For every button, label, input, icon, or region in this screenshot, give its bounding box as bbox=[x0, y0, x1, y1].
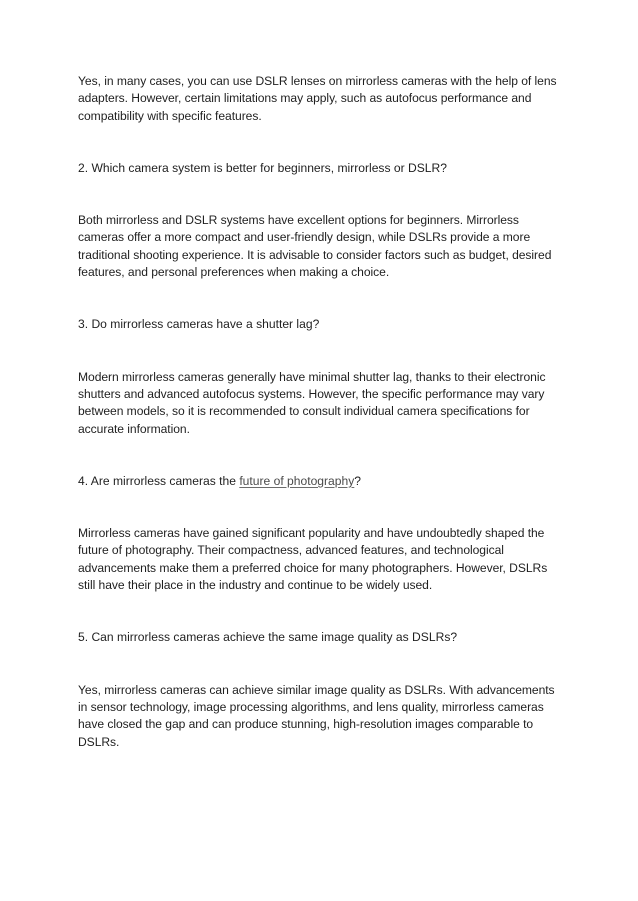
question-2-heading: 2. Which camera system is better for beginners, mirrorless or DSLR? bbox=[78, 160, 447, 175]
answer-1-paragraph: Yes, in many cases, you can use DSLR lenses on mirrorless cameras with the help of lens adapters. However, certain limitations may apply, such as autofocus performance and compatibility with specific features. bbox=[78, 74, 557, 123]
question-4-suffix: ? bbox=[354, 473, 362, 488]
answer-3-paragraph: Modern mirrorless cameras generally have minimal shutter lag, thanks to their electronic shutters and advanced autofocus systems. However, the specific performance may vary between models, so it is recommended to consult individual camera specifications for accurate information. bbox=[78, 369, 546, 436]
answer-2-paragraph: Both mirrorless and DSLR systems have excellent options for beginners. Mirrorless cameras offer a more compact and user-friendly design, while DSLRs provide a more traditional shooting experience. It is advisable to consider factors such as budget, desired features, and personal preferences when making a choice. bbox=[78, 213, 552, 280]
question-4-heading bbox=[78, 473, 564, 490]
question-5-heading: 5. Can mirrorless cameras achieve the same image quality as DSLRs? bbox=[78, 630, 458, 645]
document-page bbox=[78, 73, 564, 751]
question-4-prefix: 4. Are mirrorless cameras the bbox=[78, 473, 240, 488]
future-of-photography-link[interactable]: future of photography bbox=[239, 473, 355, 488]
answer-5-paragraph: Yes, mirrorless cameras can achieve similar image quality as DSLRs. With advancements in sensor technology, image processing algorithms, and lens quality, mirrorless cameras have closed the gap and can produce stunning, high-resolution images comparable to DSLRs. bbox=[78, 682, 555, 749]
answer-4-paragraph: Mirrorless cameras have gained significant popularity and have undoubtedly shaped the future of photography. Their compactness, advanced features, and technological advancements make them a preferred choice for many photographers. However, DSLRs still have their place in the industry and continue to be widely used. bbox=[78, 526, 548, 593]
question-3-heading: 3. Do mirrorless cameras have a shutter lag? bbox=[78, 317, 320, 332]
